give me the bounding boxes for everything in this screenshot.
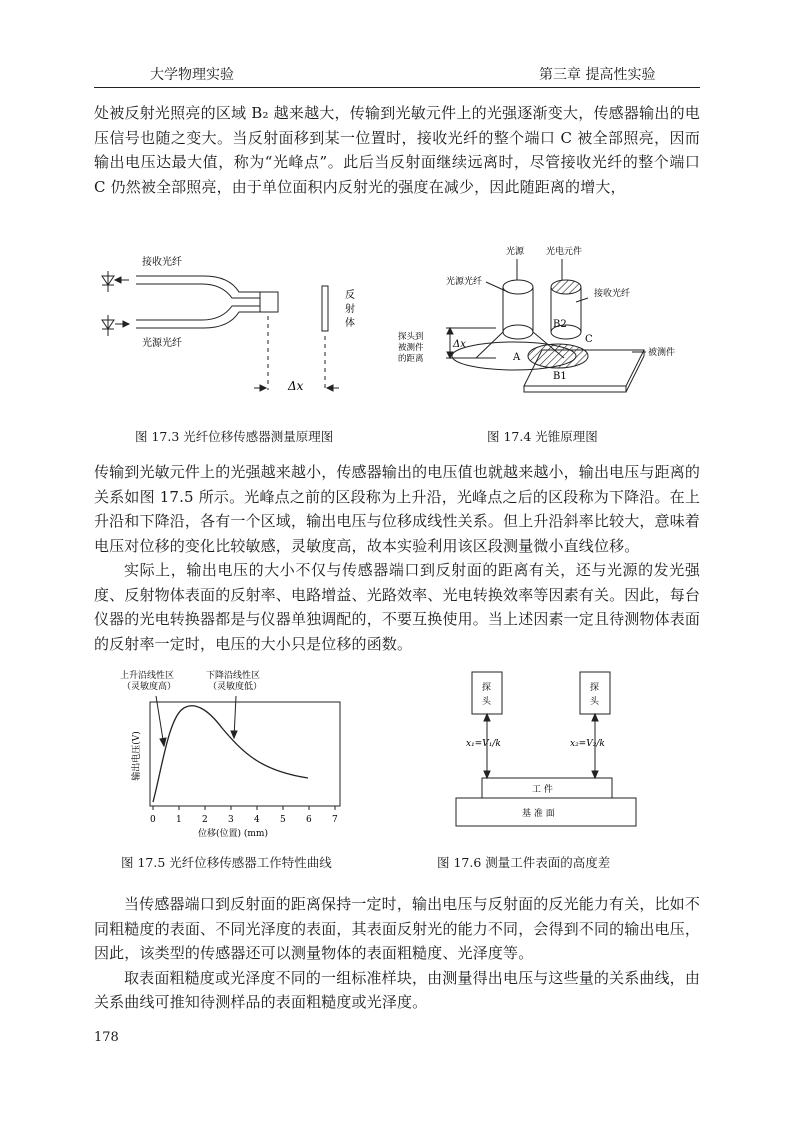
running-header-left: 大学物理实验 (150, 67, 234, 83)
figure-17-5 (112, 668, 352, 840)
workpiece-label: 工 件 (532, 785, 553, 795)
x-tick-5: 5 (280, 815, 286, 825)
label-rise-sensitivity: （灵敏度高） (122, 682, 177, 692)
running-header-right: 第三章 提高性实验 (539, 67, 656, 83)
paragraph-text: 传输到光敏元件上的光强越来越小，传感器输出的电压值也就越来越小，输出电压与距离的关系如图 17.5 所示。光峰点之前的区段称为上升沿，光峰点之后的区段称为下降沿。在上升沿和下降沿，各有一个区域，输出电压与位移成线性关系。但上升沿斜率比较大，意味着电压对位移的变化比较敏感，灵敏度高，故本实验利用该区段测量微小直线位移。 (94, 463, 701, 555)
label-reflector-3: 体 (345, 318, 355, 329)
x-tick-3: 3 (228, 815, 234, 825)
figure-17-6 (452, 668, 642, 838)
label-receive-fiber: 接收光纤 (594, 289, 631, 299)
paragraph-bottom (94, 892, 700, 1015)
paragraph-middle (94, 460, 700, 656)
label-region-b2: B2 (553, 319, 567, 330)
y-axis-label: 输出电压(V) (132, 731, 142, 781)
probe-right-label-2: 头 (590, 697, 600, 707)
formula-x2: x₂=V₂/k (570, 739, 605, 749)
label-fall-linear: 下降沿线性区 (206, 671, 261, 681)
paragraph-top (94, 101, 700, 199)
label-delta-x: Δx (288, 379, 304, 393)
caption-figure-17-4: 图 17.4 光锥原理图 (487, 429, 598, 444)
figure-17-4 (396, 240, 696, 400)
label-delta-x: Δx (453, 339, 466, 350)
paragraph-text: 当传感器端口到反射面的距离保持一定时，输出电压与反射面的反光能力有关，比如不同粗糙度的表面、不同光泽度的表面，其表面反射光的能力不同，会得到不同的输出电压，因此，该类型的传感器还可以测量物体的表面粗糙度、光泽度等。 (94, 895, 701, 962)
x-tick-2: 2 (202, 815, 208, 825)
x-tick-1: 1 (176, 815, 182, 825)
paragraph-text: 实际上，输出电压的大小不仅与传感器端口到反射面的距离有关，还与光源的发光强度、反射物体表面的反射率、电路增益、光路效率、光电转换效率等因素有关。因此，每台仪器的光电转换器都是与仪器单独调配的，不要互换使用。当上述因素一定且待测物体表面的反射率一定时，电压的大小只是位移的函数。 (94, 561, 701, 653)
label-photo-element: 光电元件 (546, 247, 583, 257)
label-fall-sensitivity: （灵敏度低） (208, 682, 263, 692)
caption-figure-17-5: 图 17.5 光纤位移传感器工作特性曲线 (121, 855, 332, 870)
label-rise-linear: 上升沿线性区 (120, 671, 175, 681)
base-label: 基 准 面 (522, 809, 555, 819)
label-light-source: 光源 (506, 247, 525, 257)
figure-17-3 (94, 240, 394, 400)
label-region-b1: B1 (553, 371, 567, 382)
label-receive-fiber: 接收光纤 (142, 257, 182, 268)
paragraph-text: 取表面粗糙度或光泽度不同的一组标准样块，由测量得出电压与这些量的关系曲线，由关系曲线可推知待测样品的表面粗糙度或光泽度。 (94, 968, 700, 1011)
page-number: 178 (94, 1030, 119, 1045)
label-probe-distance-1: 探头到 (398, 332, 424, 342)
label-reflector-1: 反 (345, 290, 355, 301)
label-probe-distance-2: 被测件 (398, 343, 424, 353)
probe-right-label-1: 探 (590, 683, 600, 693)
x-tick-0: 0 (150, 815, 156, 825)
label-measured-part: 被测件 (648, 348, 676, 358)
label-source-fiber: 光源光纤 (142, 338, 182, 349)
formula-x1: x₁=V₁/k (466, 739, 501, 749)
probe-left-label-1: 探 (482, 683, 492, 693)
x-tick-6: 6 (306, 815, 312, 825)
x-tick-4: 4 (254, 815, 260, 825)
caption-figure-17-3: 图 17.3 光纤位移传感器测量原理图 (135, 429, 334, 444)
caption-figure-17-6: 图 17.6 测量工件表面的高度差 (437, 855, 611, 870)
x-tick-7: 7 (332, 815, 338, 825)
label-region-c: C (585, 334, 593, 345)
label-source-fiber: 光源光纤 (446, 277, 483, 287)
label-region-a: A (513, 352, 521, 363)
label-reflector-2: 射 (345, 304, 355, 315)
header-rule (94, 87, 700, 88)
label-probe-distance-3: 的距离 (398, 354, 424, 364)
probe-left-label-2: 头 (482, 697, 492, 707)
x-axis-label: 位移(位置) (mm) (198, 829, 268, 839)
paragraph-text: 处被反射光照亮的区域 B₂ 越来越大，传输到光敏元件上的光强逐渐变大，传感器输出的电压信号也随之变大。当反射面移到某一位置时，接收光纤的整个端口 C 被全部照亮，因而输出电压达最大值，称为“光峰点”。此后当反射面继续远离时，尽管接收光纤的整个端口 C 仍然被全部照亮，由于单位面积内反射光的强度在减少，因此随距离的增大， (94, 104, 700, 196)
